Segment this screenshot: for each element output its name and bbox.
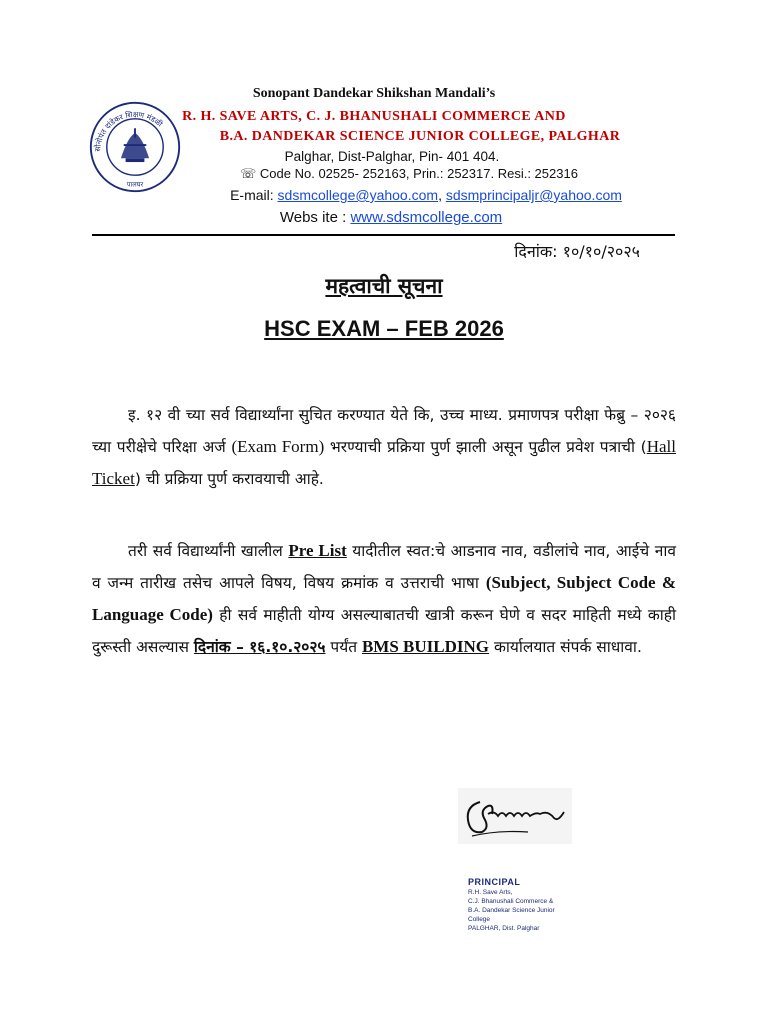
para2-text-d: पर्यंत	[325, 638, 362, 656]
para1-text-c: ) ची प्रक्रिया पुर्ण करावयाची आहे.	[134, 470, 324, 488]
stamp-line: PALGHAR, Dist. Palghar	[468, 925, 540, 932]
paragraph-2	[92, 535, 676, 663]
stamp-line: C.J. Bhanushali Commerce &	[468, 898, 554, 905]
email-label: E-mail:	[230, 187, 278, 203]
principal-stamp	[468, 877, 578, 933]
pre-list-text: Pre List	[288, 541, 347, 560]
college-name-line1: R. H. SAVE ARTS, C. J. BHANUSHALI COMMERCE AND	[182, 109, 566, 124]
para1-text-a: इ. १२ वी च्या सर्व विद्यार्थ्यांना सुचित करण्यात येते कि, उच्च माध्य. प्रमाणपत्र परीक्षा फेब्रु – २०२६ च्या परीक्षेचे परिक्षा अर्ज	[92, 406, 676, 456]
email-link-principal[interactable]: sdsmprincipaljr@yahoo.com	[445, 187, 622, 203]
website-link[interactable]: www.sdsmcollege.com	[350, 209, 503, 226]
stamp-title: PRINCIPAL	[468, 877, 521, 887]
email-separator: ,	[438, 187, 446, 203]
paragraph-1	[92, 400, 676, 495]
notice-title-text: महत्वाची सूचना	[325, 274, 443, 298]
email-link-college[interactable]: sdsmcollege@yahoo.com	[277, 187, 439, 203]
college-name-line2: B.A. DANDEKAR SCIENCE JUNIOR COLLEGE, PALGHAR	[219, 129, 621, 144]
logo-arc-text: सोनोपंत दांडेकर शिक्षण मंडळी	[93, 109, 165, 152]
exam-form-text: (Exam Form)	[231, 437, 325, 456]
principal-signature	[458, 788, 572, 844]
para2-text-a: तरी सर्व विद्यार्थ्यांनी खालील	[128, 542, 289, 560]
deadline-date: दिनांक – १६.१०.२०२५	[193, 638, 326, 656]
exam-title	[0, 316, 768, 342]
logo-bottom-text: पालघर	[126, 180, 144, 189]
para2-text-e: कार्यालयात संपर्क साधावा.	[489, 638, 642, 656]
notice-title	[0, 272, 768, 300]
para1-text-b: भरण्याची प्रक्रिया पुर्ण झाली असून पुढील प्रवेश पत्राची (	[324, 438, 647, 456]
telephone-icon: ☏	[240, 166, 260, 181]
address: Palghar, Dist-Palghar, Pin- 401 404.	[284, 149, 500, 164]
notice-date: दिनांक: १०/१०/२०२५	[514, 242, 640, 261]
email-line	[42, 187, 768, 203]
stamp-line: R.H. Save Arts,	[468, 889, 513, 896]
hall-ticket-text: Hall Ticket	[92, 437, 676, 488]
bms-building-text: BMS BUILDING	[361, 637, 490, 656]
exam-title-text: HSC EXAM – FEB 2026	[264, 316, 504, 341]
para2-text-c: ही सर्व माहीती योग्य असल्याबातची खात्री करून घेणे व सदर माहिती मध्ये काही दुरूस्ती असल्यास	[92, 606, 677, 656]
para2-text-b: यादीतील स्वत:चे आडनाव नाव, वडीलांचे नाव, आईचे नाव व जन्म तारीख तसेच आपले विषय, विषय क्रमांक व उत्तराची भाषा	[92, 542, 676, 592]
stamp-line: B.A. Dandekar Science Junior College	[468, 907, 555, 923]
website-label: Webs ite :	[279, 209, 351, 226]
header-divider	[92, 234, 675, 236]
website-line	[7, 209, 768, 226]
subject-codes-text: (Subject, Subject Code & Language Code)	[92, 573, 677, 624]
codes-text: Code No. 02525- 252163, Prin.: 252317. Resi.: 252316	[259, 166, 578, 181]
society-name: Sonopant Dandekar Shikshan Mandali’s	[252, 86, 496, 101]
phone-codes	[25, 166, 768, 182]
